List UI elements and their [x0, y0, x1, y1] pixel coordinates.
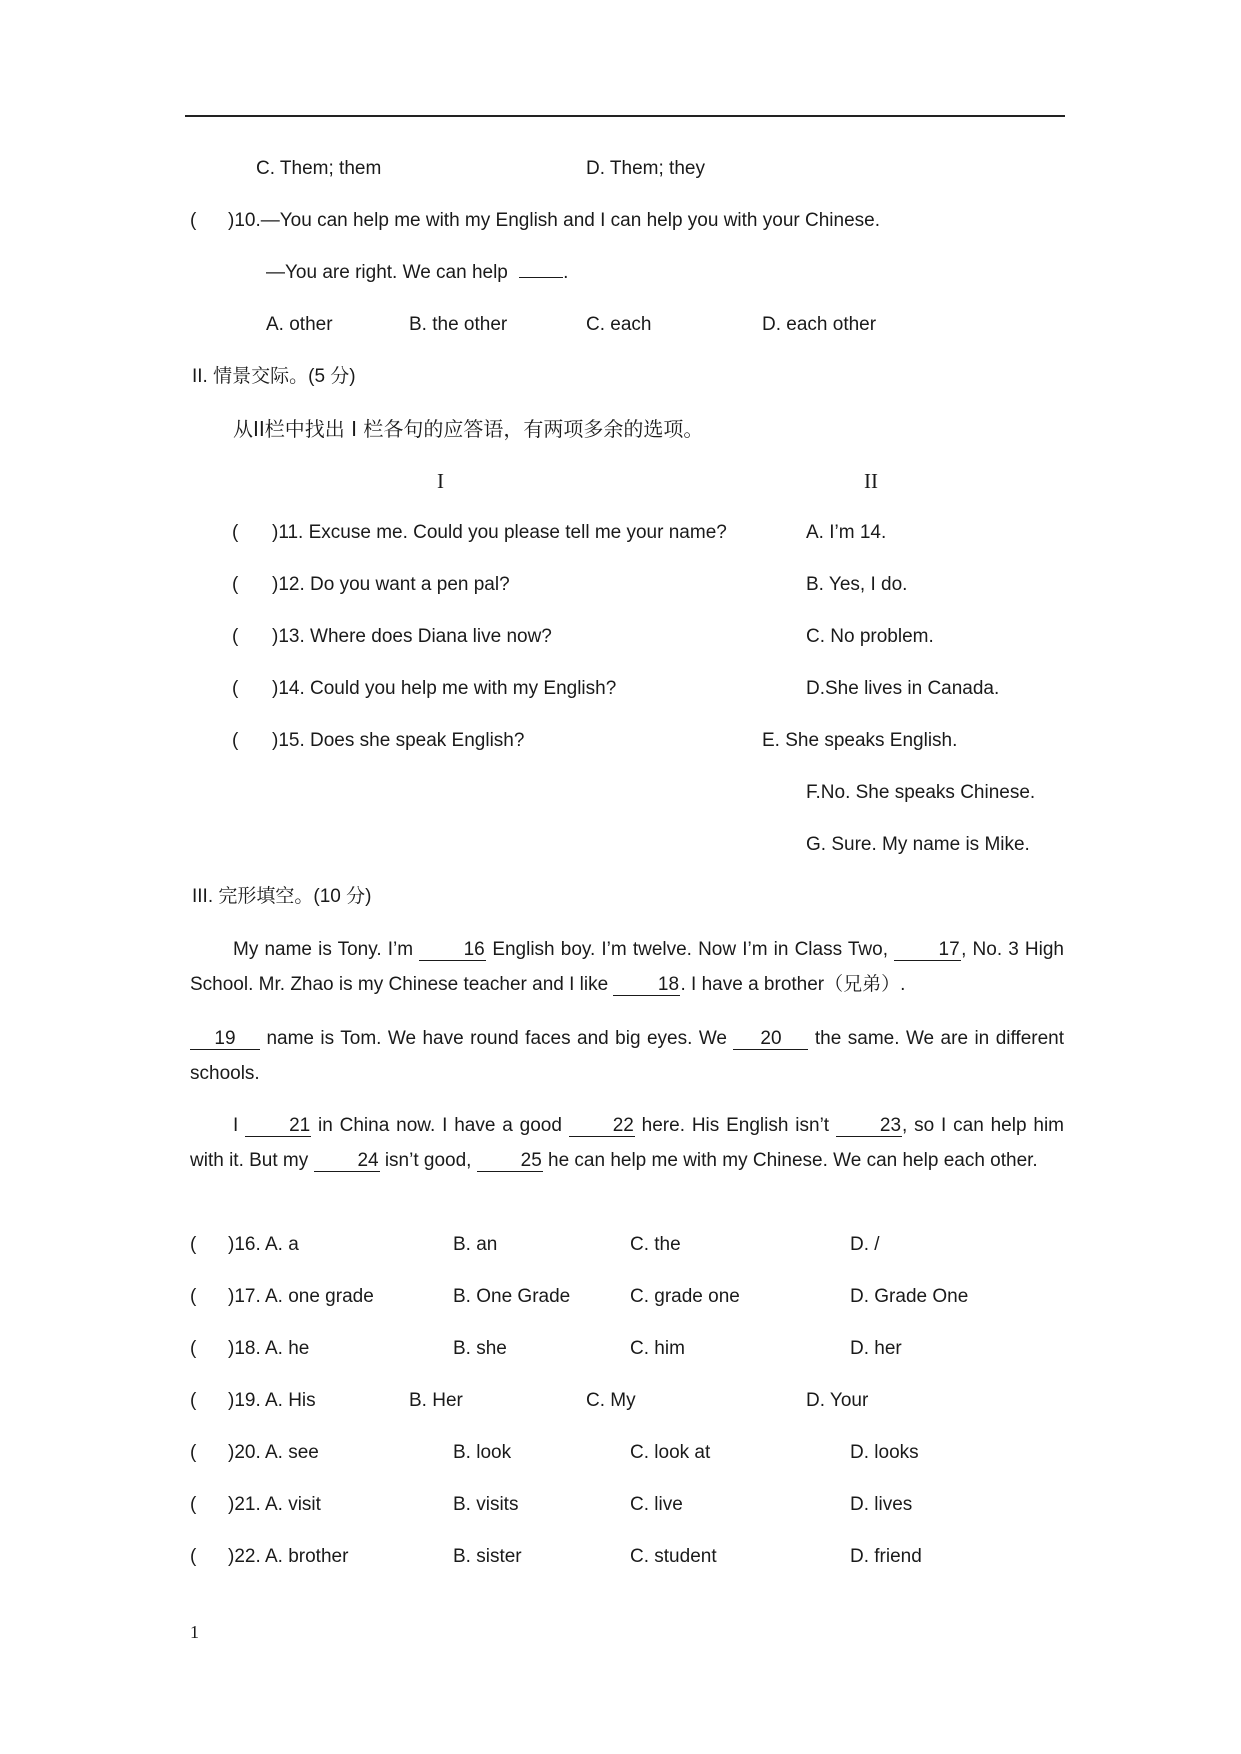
q10-option-a: A. other: [266, 314, 333, 335]
section-2-instruction: 从II栏中找出 I 栏各句的应答语，有两项多余的选项。: [233, 417, 704, 441]
q10-option-d: D. each other: [762, 314, 877, 335]
option-d: D. Your: [806, 1390, 869, 1411]
cloze-paragraph-3: [190, 1108, 1064, 1178]
question-14-text: )14. Could you help me with my English?: [272, 678, 617, 699]
answer-paren: (: [190, 210, 197, 231]
option-a: )17. A. one grade: [228, 1286, 374, 1307]
option-d: D. friend: [850, 1546, 922, 1567]
option-b: B. visits: [453, 1494, 519, 1515]
option-b: B. One Grade: [453, 1286, 571, 1307]
answer-paren: (: [190, 1546, 197, 1567]
option-b: B. Her: [409, 1390, 463, 1411]
q9-option-d: D. Them; they: [586, 158, 705, 179]
blank-17: 17: [894, 940, 961, 961]
question-10-answer-line: [266, 261, 568, 285]
option-b: B. an: [453, 1234, 498, 1255]
answer-option-b: B. Yes, I do.: [806, 574, 908, 595]
answer-paren: (: [190, 1338, 197, 1359]
option-c: C. grade one: [630, 1286, 740, 1307]
answer-option-d: D.She lives in Canada.: [806, 678, 1000, 699]
cloze-text: English boy. I’m twelve. Now I’m in Class Two,: [492, 939, 888, 960]
blank-23: 23: [836, 1116, 902, 1137]
cloze-text: in China now. I have a good: [318, 1115, 562, 1136]
section-3-heading: III. 完形填空。(10 分): [192, 886, 372, 907]
answer-option-f: F.No. She speaks Chinese.: [806, 782, 1036, 803]
cloze-paragraph-1: [190, 932, 1064, 1002]
blank-22: 22: [569, 1116, 635, 1137]
blank-16: 16: [419, 940, 486, 961]
answer-paren: (: [190, 1494, 197, 1515]
option-d: D. her: [850, 1338, 902, 1359]
answer-prefix: —You are right. We can help: [266, 262, 508, 283]
option-a: )22. A. brother: [228, 1546, 349, 1567]
cloze-text: , No. 3 High School. Mr. Zhao is my Chinese teacher and I like: [190, 939, 1064, 995]
answer-option-g: G. Sure. My name is Mike.: [806, 834, 1030, 855]
option-a: )20. A. see: [228, 1442, 319, 1463]
cloze-text: I: [233, 1115, 239, 1136]
question-10-text: )10.—You can help me with my English and I can help you with your Chinese.: [228, 210, 880, 231]
question-13-text: )13. Where does Diana live now?: [272, 626, 552, 647]
question-12-text: )12. Do you want a pen pal?: [272, 574, 510, 595]
cloze-text: name is Tom. We have round faces and big eyes. We: [266, 1028, 727, 1049]
answer-paren: (: [190, 1286, 197, 1307]
column-2-label: II: [864, 469, 878, 493]
answer-suffix: .: [563, 262, 569, 283]
option-a: )19. A. His: [228, 1390, 316, 1411]
blank-19: 19: [190, 1029, 260, 1050]
q10-option-b: B. the other: [409, 314, 508, 335]
cloze-text: isn’t good,: [384, 1150, 472, 1171]
answer-paren: (: [232, 522, 239, 543]
option-b: B. sister: [453, 1546, 522, 1567]
option-a: )16. A. a: [228, 1234, 299, 1255]
blank-21: 21: [245, 1116, 311, 1137]
answer-paren: (: [232, 626, 239, 647]
section-2-heading: II. 情景交际。(5 分): [192, 366, 356, 387]
answer-paren: (: [232, 574, 239, 595]
q9-option-c: C. Them; them: [256, 158, 382, 179]
answer-paren: (: [190, 1442, 197, 1463]
page-number: 1: [190, 1622, 199, 1642]
answer-paren: (: [190, 1234, 197, 1255]
header-rule: [185, 115, 1065, 117]
option-b: B. she: [453, 1338, 507, 1359]
answer-option-c: C. No problem.: [806, 626, 934, 647]
option-b: B. look: [453, 1442, 512, 1463]
blank-18: 18: [613, 975, 680, 996]
cloze-text: he can help me with my Chinese. We can help each other.: [548, 1150, 1038, 1171]
cloze-text: My name is Tony. I’m: [233, 939, 414, 960]
answer-paren: (: [232, 678, 239, 699]
option-d: D. /: [850, 1234, 880, 1255]
column-1-label: I: [437, 469, 444, 493]
cloze-text: the same. We are in different schools.: [190, 1028, 1065, 1084]
question-11-text: )11. Excuse me. Could you please tell me your name?: [272, 522, 727, 543]
option-c: C. the: [630, 1234, 681, 1255]
option-c: C. student: [630, 1546, 717, 1567]
blank-24: 24: [314, 1151, 380, 1172]
option-c: C. live: [630, 1494, 683, 1515]
option-c: C. My: [586, 1390, 636, 1411]
cloze-text: here. His English isn’t: [641, 1115, 830, 1136]
option-c: C. him: [630, 1338, 685, 1359]
q10-option-c: C. each: [586, 314, 652, 335]
answer-option-e: E. She speaks English.: [762, 730, 958, 751]
answer-blank: [519, 277, 563, 278]
blank-20: 20: [733, 1029, 808, 1050]
option-d: D. lives: [850, 1494, 913, 1515]
option-c: C. look at: [630, 1442, 711, 1463]
option-a: )18. A. he: [228, 1338, 310, 1359]
cloze-paragraph-2: [190, 1021, 1064, 1091]
cloze-text: , so I can help him with it. But my: [190, 1115, 1065, 1171]
answer-paren: (: [190, 1390, 197, 1411]
option-d: D. looks: [850, 1442, 919, 1463]
blank-25: 25: [477, 1151, 543, 1172]
question-15-text: )15. Does she speak English?: [272, 730, 525, 751]
cloze-text: . I have a brother（兄弟）.: [680, 974, 906, 995]
answer-option-a: A. I’m 14.: [806, 522, 887, 543]
option-d: D. Grade One: [850, 1286, 969, 1307]
answer-paren: (: [232, 730, 239, 751]
option-a: )21. A. visit: [228, 1494, 321, 1515]
